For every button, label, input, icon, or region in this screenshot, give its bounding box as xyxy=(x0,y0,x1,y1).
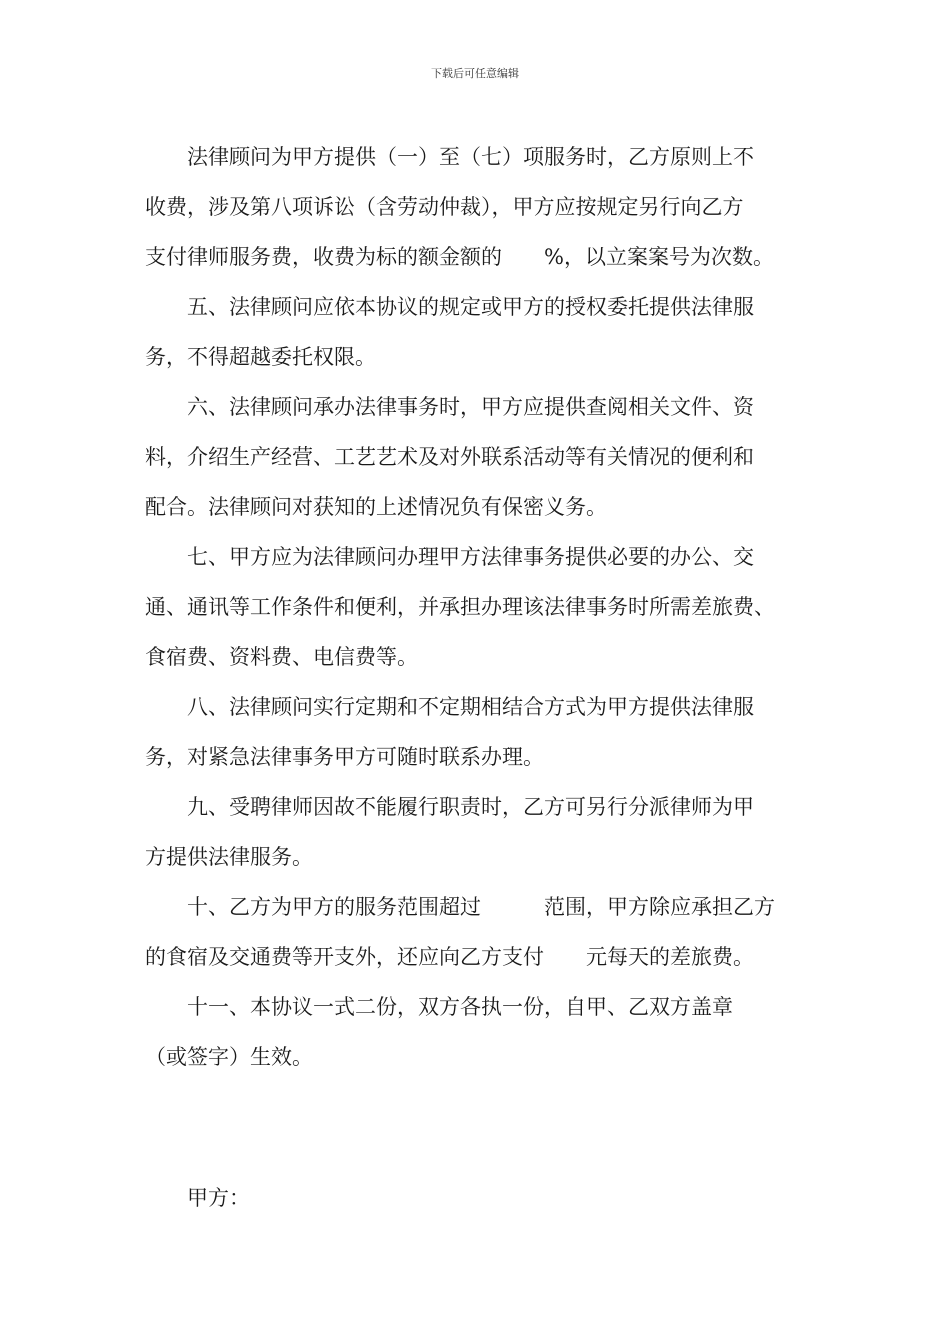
paragraph-line: 配合。法律顾问对获知的上述情况负有保密义务。 xyxy=(145,495,607,519)
page-header-note: 下载后可任意编辑 xyxy=(431,67,519,80)
paragraph-line: 五、法律顾问应依本协议的规定或甲方的授权委托提供法律服 xyxy=(187,295,754,319)
paragraph-clause-6 xyxy=(145,382,810,532)
paragraph-line: 八、法律顾问实行定期和不定期相结合方式为甲方提供法律服 xyxy=(187,695,754,719)
paragraph-line: 十、乙方为甲方的服务范围超过 范围，甲方除应承担乙方 xyxy=(187,895,775,919)
paragraph-line: 七、甲方应为法律顾问办理甲方法律事务提供必要的办公、交 xyxy=(187,545,754,569)
paragraph-service-fee xyxy=(145,132,810,282)
paragraph-clause-10 xyxy=(145,882,810,982)
paragraph-clause-9 xyxy=(145,782,810,882)
paragraph-line: 务，不得超越委托权限。 xyxy=(145,345,376,369)
paragraph-line: 通、通讯等工作条件和便利，并承担办理该法律事务时所需差旅费、 xyxy=(145,595,775,619)
paragraph-line: 收费，涉及第八项诉讼（含劳动仲裁），甲方应按规定另行向乙方 xyxy=(145,195,744,219)
paragraph-line: 支付律师服务费，收费为标的额金额的 %，以立案案号为次数。 xyxy=(145,245,774,269)
paragraph-line: 九、受聘律师因故不能履行职责时，乙方可另行分派律师为甲 xyxy=(187,795,754,819)
paragraph-line: 方提供法律服务。 xyxy=(145,845,313,869)
paragraph-clause-5 xyxy=(145,282,810,382)
paragraph-clause-11 xyxy=(145,982,810,1082)
paragraph-line: 法律顾问为甲方提供（一）至（七）项服务时，乙方原则上不 xyxy=(187,145,754,169)
paragraph-line: （或签字）生效。 xyxy=(145,1045,313,1069)
paragraph-line: 料，介绍生产经营、工艺艺术及对外联系活动等有关情况的便利和 xyxy=(145,445,754,469)
paragraph-line: 的食宿及交通费等开支外，还应向乙方支付 元每天的差旅费。 xyxy=(145,945,754,969)
party-a-signature-label: 甲方： xyxy=(187,1186,250,1210)
paragraph-clause-7 xyxy=(145,532,810,682)
document-body xyxy=(145,132,810,1082)
paragraph-line: 十一、本协议一式二份，双方各执一份，自甲、乙双方盖章 xyxy=(187,995,733,1019)
paragraph-line: 务，对紧急法律事务甲方可随时联系办理。 xyxy=(145,745,544,769)
paragraph-clause-8 xyxy=(145,682,810,782)
paragraph-line: 六、法律顾问承办法律事务时，甲方应提供查阅相关文件、资 xyxy=(187,395,754,419)
paragraph-line: 食宿费、资料费、电信费等。 xyxy=(145,645,418,669)
